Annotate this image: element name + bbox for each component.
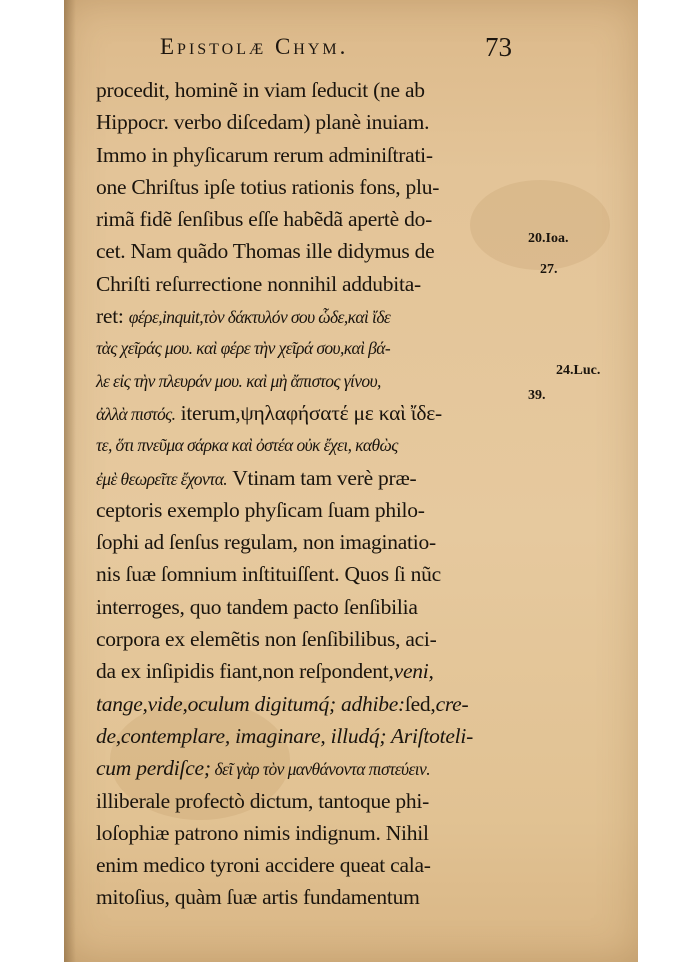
text-line [96, 462, 536, 494]
italic-text: cre- [435, 691, 469, 716]
greek-line: τε, ὅτι πνεῦμα σάρκα καὶ ὀστέα οὐκ ἔχει, καθὼς [96, 435, 398, 456]
text-line [96, 655, 536, 687]
text-line: one Chriſtus ipſe totius rationis fons, plu- [96, 174, 440, 199]
page-gutter-shadow [64, 0, 76, 962]
text-line: illiberale profectò dictum, tantoque phi- [96, 788, 430, 813]
italic-text: cum perdiſce; [96, 756, 211, 781]
margin-note: 39. [528, 388, 546, 403]
margin-note: 27. [540, 262, 558, 277]
margin-note: 24.Luc. [556, 363, 601, 378]
text-line [96, 300, 536, 332]
greek-line: τὰς χεῖράς μου. καὶ φέρε τὴν χεῖρά σου,καὶ βά- [96, 338, 391, 359]
italic-text: veni, [393, 659, 434, 684]
latin-text: da ex inſipidis fiant,non reſpondent, [96, 659, 394, 684]
latin-text: ſed, [404, 691, 436, 716]
text-line [96, 397, 536, 429]
text-line: rimã fidẽ ſenſibus eſſe habẽdã apertè do- [96, 207, 432, 232]
text-line: cet. Nam quãdo Thomas ille didymus de [96, 239, 435, 264]
text-line [96, 688, 536, 720]
italic-text: tange,vide,oculum digitumq́; adhibe: [96, 691, 405, 716]
text-line: interroges, quo tandem pacto ſenſibilia [96, 594, 418, 619]
page-number: 73 [485, 32, 512, 62]
text-line: ceptoris exemplo phyſicam ſuam philo- [96, 497, 425, 522]
text-line: ſophi ad ſenſus regulam, non imaginatio- [96, 530, 436, 555]
text-line: Immo in phyſicarum rerum adminiſtrati- [96, 142, 433, 167]
greek-quote: ἀλλὰ πιστός. [96, 403, 176, 424]
text-line: enim medico tyroni accidere queat cala- [96, 853, 431, 878]
greek-quote: ἐμὲ θεωρεῖτε ἔχοντα. [96, 468, 228, 489]
text-line: procedit, hominẽ in viam ſeducit (ne ab [96, 78, 425, 102]
margin-note: 20.Ioa. [528, 231, 569, 246]
greek-quote: φέρε,inquit,τὸν δάκτυλόν σου ὧδε,καὶ ἴδε [128, 307, 391, 328]
latin-text: Vtinam tam verè præ- [227, 465, 417, 490]
greek-quote: δεῖ γὰρ τὸν μανθάνοντα πιστεύειν. [210, 759, 430, 780]
text-line: nis ſuæ ſomnium inſtituiſſent. Quos ſi nũc [96, 562, 441, 587]
text-line: Chriſti reſurrectione nonnihil addubita- [96, 271, 421, 296]
body-text [96, 74, 536, 914]
latin-text: iterum,ψηλαφήσατέ με καὶ ἴδε- [175, 400, 442, 425]
text-line: corpora ex elemẽtis non ſenſibilibus, aci- [96, 627, 437, 652]
text-line: Hippocr. verbo diſcedam) planè inuiam. [96, 110, 430, 135]
text-line: loſophiæ patrono nimis indignum. Nihil [96, 820, 429, 845]
text-line: de,contemplare, imaginare, illudq́; Ariſtoteli- [96, 723, 474, 748]
greek-line: λε εἰς τὴν πλευράν μου. καὶ μὴ ἄπιστος γίνου, [96, 370, 381, 391]
text-line: mitoſius, quàm ſuæ artis fundamentum [96, 885, 420, 910]
running-title: Epistolæ Chym. [160, 34, 349, 59]
text-line [96, 752, 536, 784]
latin-text: ret: [96, 304, 129, 329]
